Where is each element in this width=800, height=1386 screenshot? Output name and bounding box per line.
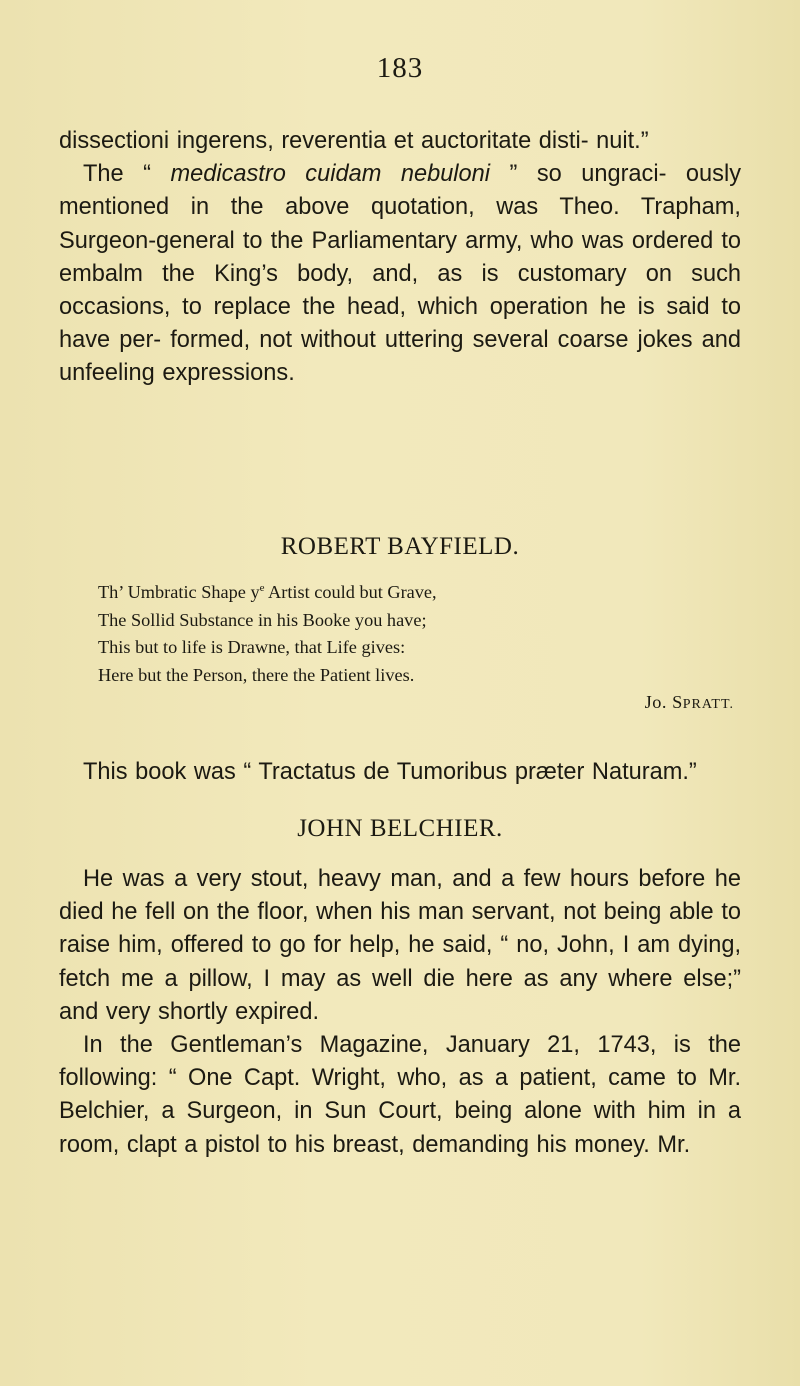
text-block-bottom <box>59 863 741 1162</box>
heading-robert-bayfield: ROBERT BAYFIELD. <box>280 533 520 560</box>
text-block-top <box>59 125 741 391</box>
text-block-middle <box>59 756 741 789</box>
verse-signature <box>98 689 738 719</box>
verse-line-3: This but to life is Drawne, that Life gives: <box>98 637 406 657</box>
verse-signature-rest: PRATT. <box>682 697 734 712</box>
verse-signature-initial: Jo. S <box>644 692 683 712</box>
paragraph-gentlemans-magazine: In the Gentleman’s Magazine, January 21, 1743, is the following: “ One Capt. Wright, who, as a patient, came to Mr. Belchier, a Surgeon, in Sun Court, being alone with him in a room, clapt a pistol to his breast, demanding his money. Mr. <box>59 1032 741 1158</box>
verse-line-2: The Sollid Substance in his Booke you have; <box>98 609 427 630</box>
page-number: 183 <box>376 52 424 84</box>
verse-block <box>98 579 738 719</box>
paragraph-latin-continuation: dissectioni ingerens, reverentia et auctoritate disti- nuit.” <box>59 128 649 154</box>
paragraph-belchier-death: He was a very stout, heavy man, and a few hours before he died he fell on the floor, when his man servant, not being able to raise him, offered to go for help, he said, “ no, John, I am dying, fetch me a pillow, I may as well die here as any where else;” and very shortly expired. <box>59 866 741 1025</box>
verse-line-1 <box>98 579 738 607</box>
heading-john-belchier: JOHN BELCHIER. <box>297 815 503 842</box>
paragraph-trapham-rest: ” so ungraci- ously mentioned in the above quotation, was Theo. Trapham, Surgeon-general to the Parliamentary army, who was ordered to embalm the King’s body, and, as is customary on such occasions, to replace the head, which operation he is said to have per- formed, not without uttering several coarse jokes and unfeeling expressions. <box>59 161 741 387</box>
verse-line-1-sup: e <box>259 581 265 594</box>
verse-line-1-end: Artist could but Grave, <box>264 582 437 602</box>
verse-line-4: Here but the Person, there the Patient lives. <box>98 664 415 685</box>
paragraph-tractatus: This book was “ Tractatus de Tumoribus præter Naturam.” <box>83 759 697 785</box>
verse-line-1-start: Th’ Umbratic Shape y <box>98 582 260 602</box>
paragraph-trapham <box>59 158 741 390</box>
paragraph-trapham-italic: medicastro cuidam nebuloni <box>170 161 491 188</box>
paragraph-trapham-start: The “ <box>83 161 171 188</box>
